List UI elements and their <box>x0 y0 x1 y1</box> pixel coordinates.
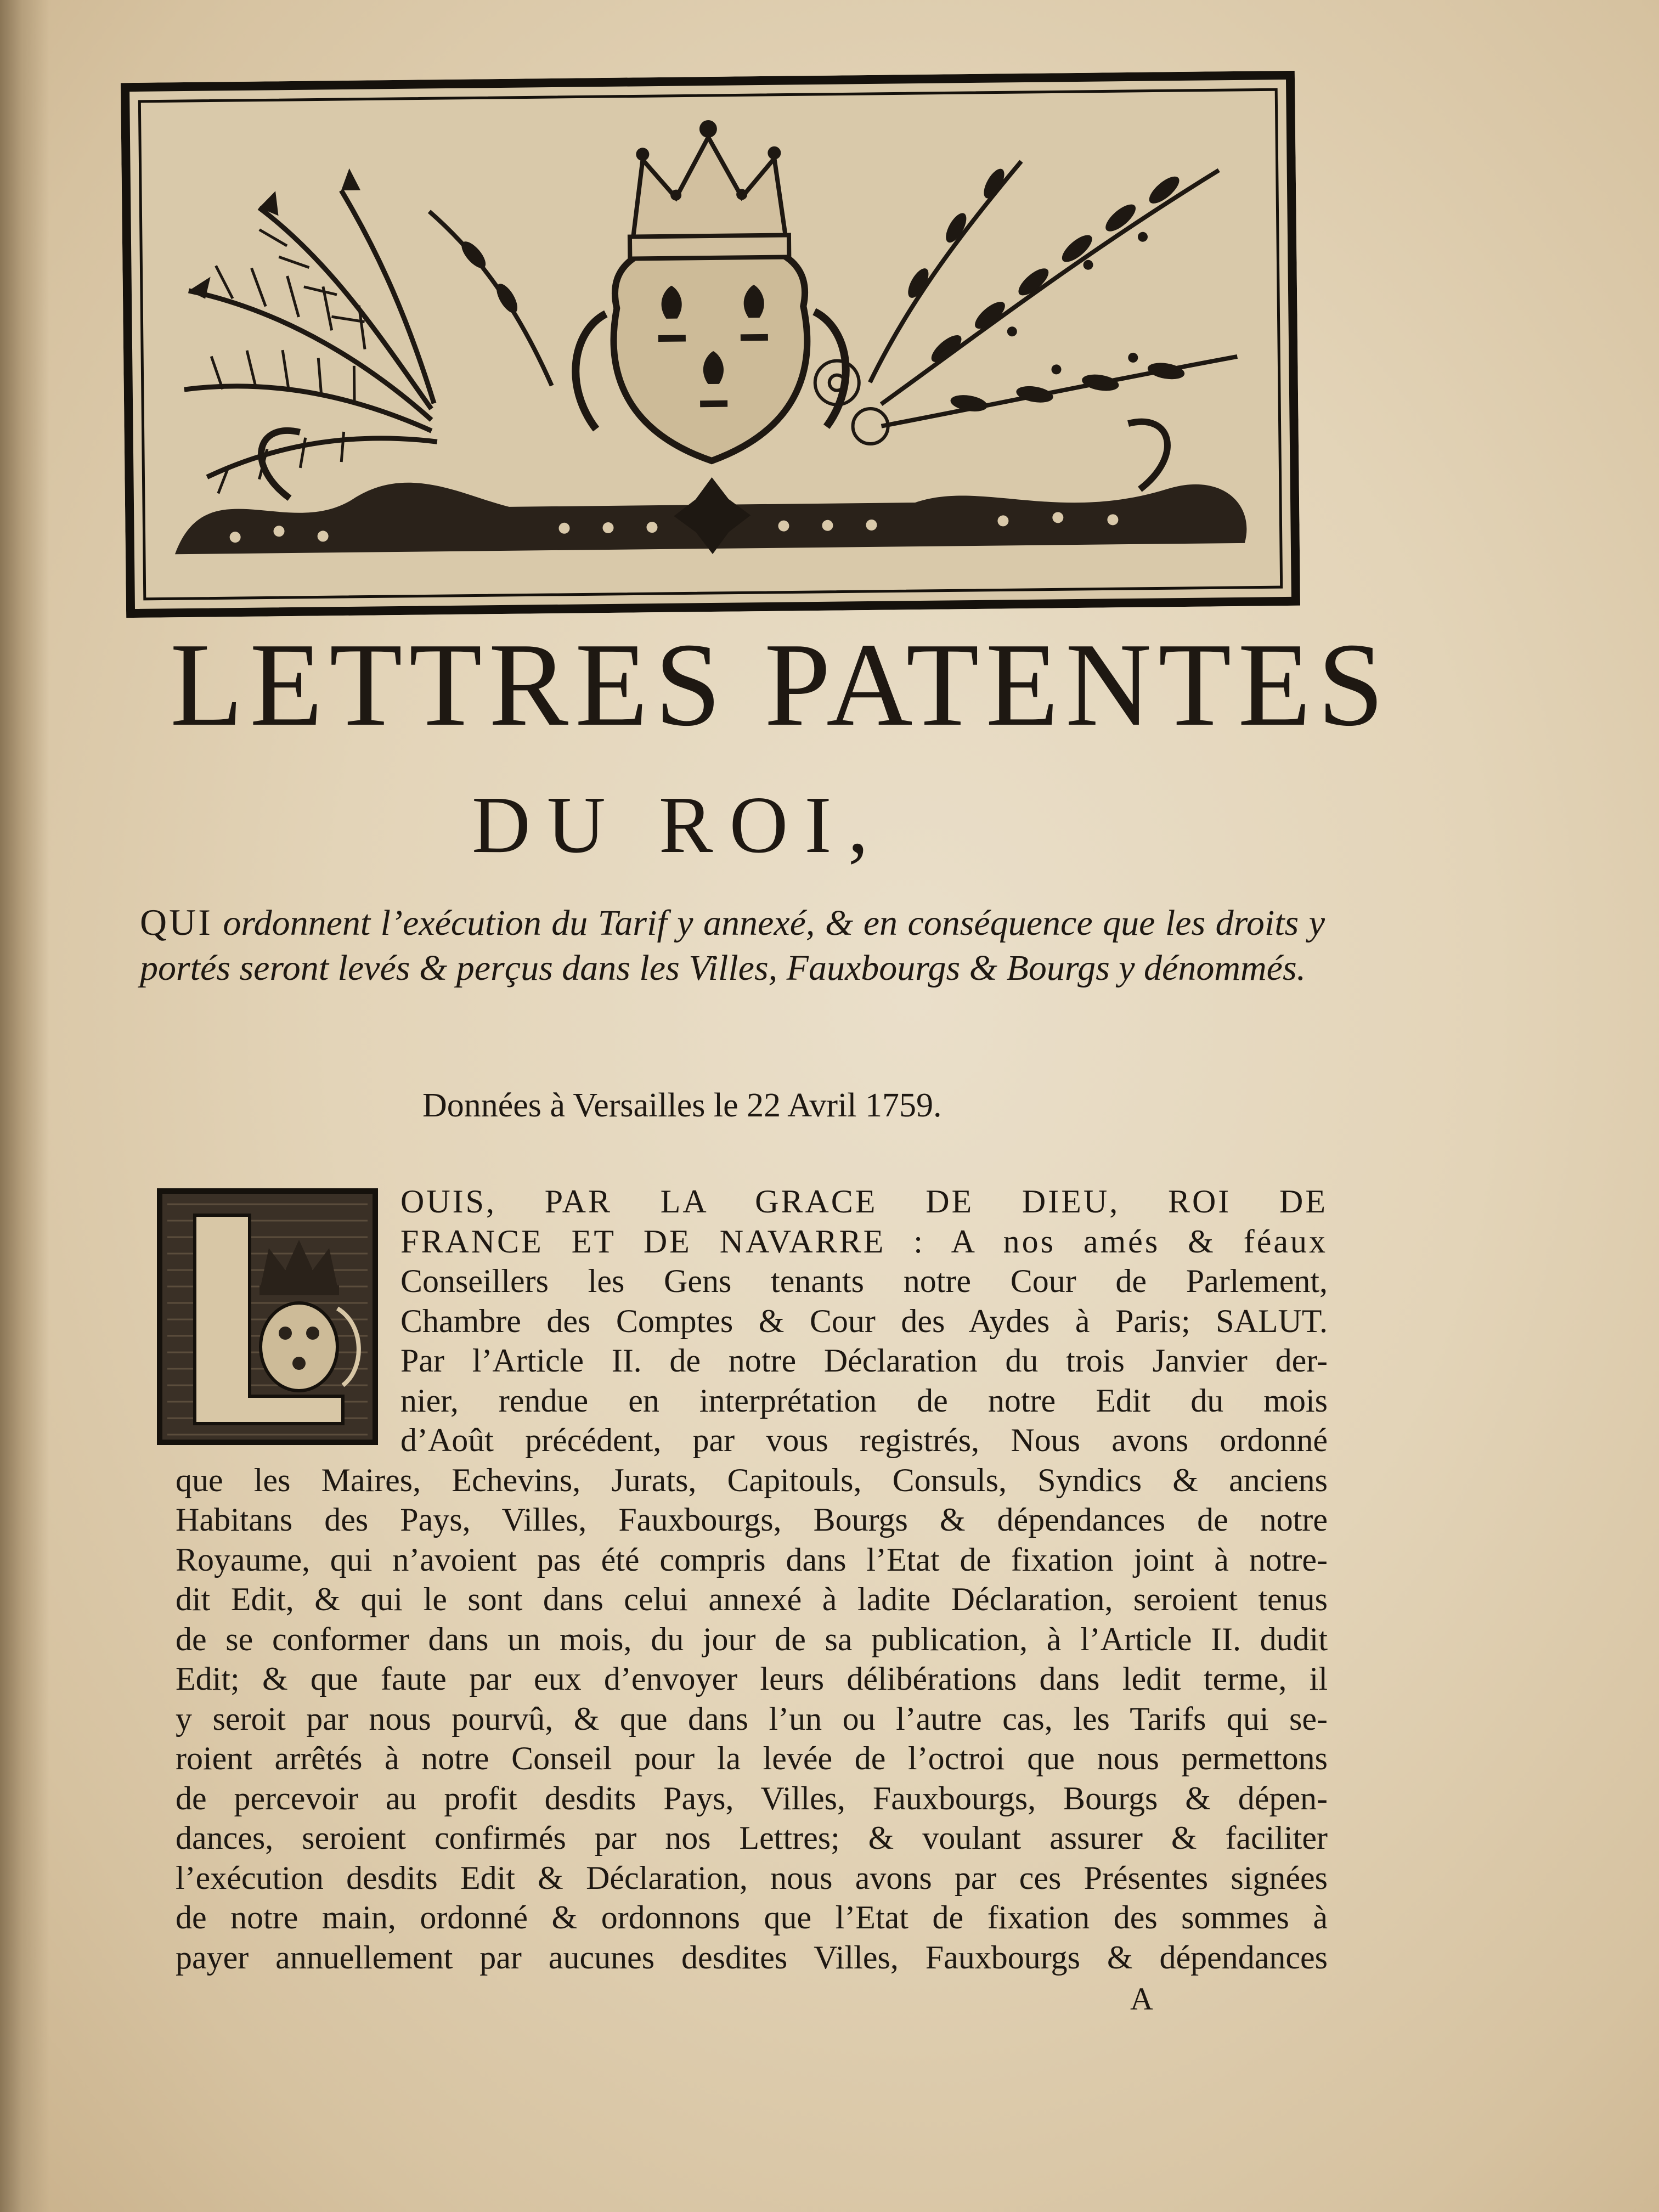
body-line: OUIS, PAR LA GRACE DE DIEU, ROI DE <box>400 1183 1328 1220</box>
body-line: payer annuellement par aucunes desdites Villes, Fauxbourgs & dépendances <box>176 1939 1328 1976</box>
document-summary <box>140 900 1325 991</box>
document-title: LETTRES PATENTES <box>170 619 1391 751</box>
body-line: Conseillers les Gens tenants notre Cour de Parlement, <box>400 1263 1328 1299</box>
summary-lead-word: QUI <box>140 901 213 943</box>
body-line: dit Edit, & qui le sont dans celui annexé à ladite Déclaration, seroient tenus <box>176 1581 1328 1617</box>
headpiece-ornament-icon <box>121 71 1300 618</box>
document-subtitle-du-roi: DU ROI, <box>472 780 885 870</box>
body-line: Edit; & que faute par eux d’envoyer leurs délibérations dans ledit terme, il <box>176 1661 1328 1697</box>
summary-text: ordonnent l’exécution du Tarif y annexé, & en conséquence que les droits y portés seront levés & perçus dans les Villes, Fauxbourgs & Bourgs y dénommés. <box>140 903 1325 988</box>
body-line: de notre main, ordonné & ordonnons que l’Etat de fixation des sommes à <box>176 1899 1328 1936</box>
body-line: l’exécution desdits Edit & Déclaration, nous avons par ces Présentes signées <box>176 1859 1328 1896</box>
body-line: roient arrêtés à notre Conseil pour la levée de l’octroi que nous permettons <box>176 1740 1328 1776</box>
body-line: Chambre des Comptes & Cour des Aydes à Paris; SALUT. <box>400 1302 1328 1339</box>
body-line: Royaume, qui n’avoient pas été compris dans l’Etat de fixation joint à notre- <box>176 1541 1328 1578</box>
spine-shadow <box>0 0 49 2212</box>
body-line: Par l’Article II. de notre Déclaration du trois Janvier der- <box>400 1342 1328 1379</box>
signature-mark: A <box>1130 1981 1153 2017</box>
body-line: que les Maires, Echevins, Jurats, Capitouls, Consuls, Syndics & anciens <box>176 1462 1328 1498</box>
drop-cap-letter-icon <box>156 1188 379 1446</box>
body-line: d’Août précédent, par vous registrés, Nous avons ordonné <box>400 1422 1328 1458</box>
body-line: y seroit par nous pourvû, & que dans l’un ou l’autre cas, les Tarifs qui se- <box>176 1700 1328 1737</box>
date-line: Données à Versailles le 22 Avril 1759. <box>422 1087 942 1124</box>
body-line: de se conformer dans un mois, du jour de sa publication, à l’Article II. dudit <box>176 1621 1328 1657</box>
body-line: nier, rendue en interprétation de notre Edit du mois <box>400 1382 1328 1419</box>
body-line: Habitans des Pays, Villes, Fauxbourgs, Bourgs & dépendances de notre <box>176 1502 1328 1538</box>
body-line: FRANCE ET DE NAVARRE : A nos amés & féaux <box>400 1223 1328 1260</box>
body-line: de percevoir au profit desdits Pays, Villes, Fauxbourgs, Bourgs & dépen- <box>176 1780 1328 1816</box>
body-line: dances, seroient confirmés par nos Lettres; & voulant assurer & faciliter <box>176 1820 1328 1856</box>
